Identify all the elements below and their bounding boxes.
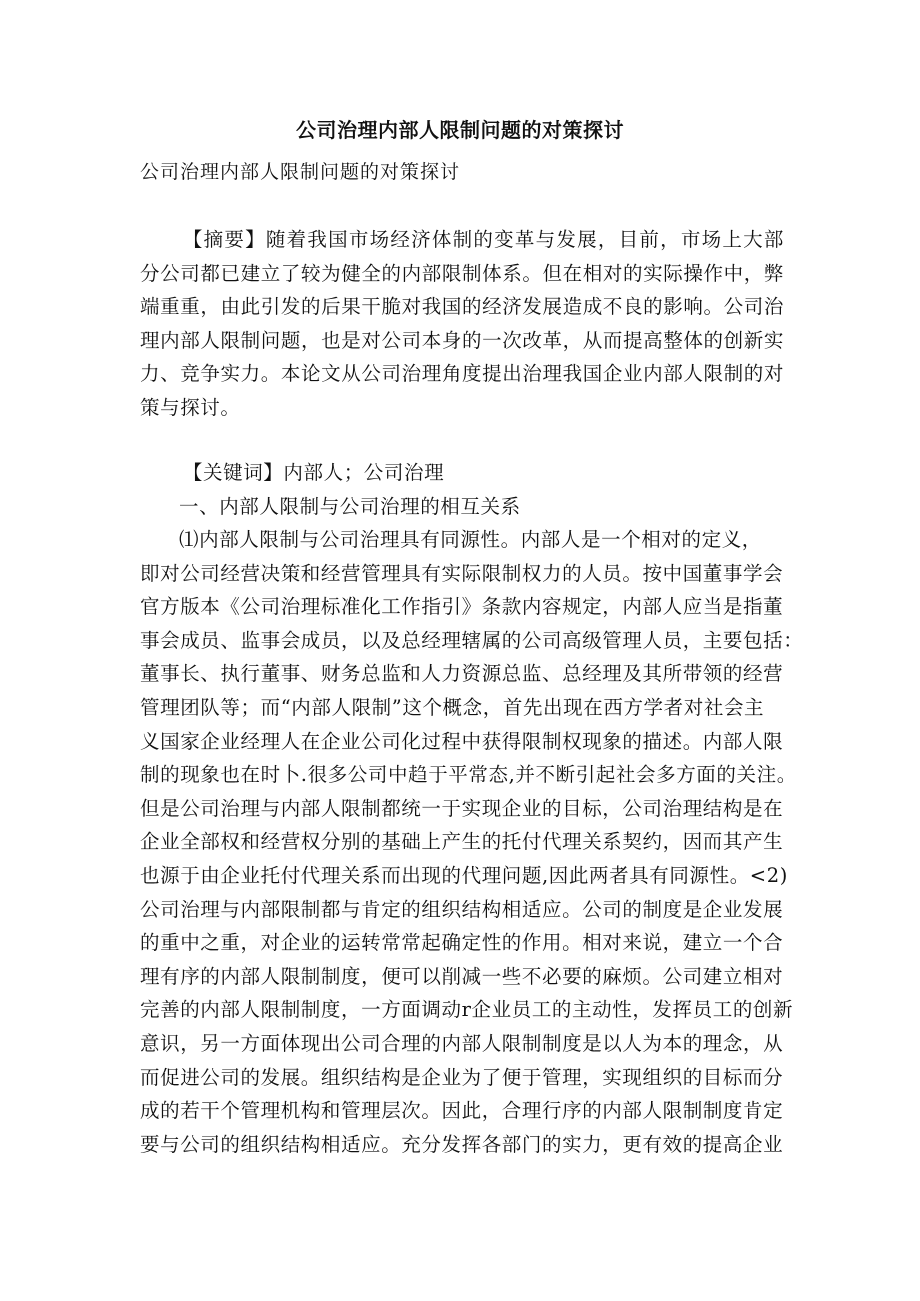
body-line: 董事长、执行董事、财务总监和人力资源总监、总经理及其所带领的经营 bbox=[140, 662, 784, 686]
body-line: 公司治理与内部限制都与肯定的组织结构相适应。公司的制度是企业发展 bbox=[140, 897, 784, 921]
body-line: 企业全部权和经营权分别的基础上产生的托付代理关系契约，因而其产生 bbox=[140, 830, 784, 854]
document-subtitle: 公司治理内部人限制问题的对策探讨 bbox=[140, 161, 461, 183]
body-line: 管理团队等；而“内部人限制”这个概念，首先出现在西方学者对社会主 bbox=[140, 695, 765, 719]
keywords-line: 【关键词】内部人；公司治理 bbox=[182, 461, 445, 484]
body-line: ⑴内部人限制与公司治理具有同源性。内部人是一个相对的定义， bbox=[179, 528, 762, 551]
body-line: 理有序的内部人限制制度，便可以削减一些不必要的麻烦。公司建立相对 bbox=[140, 964, 784, 988]
body-line: 制的现象也在时卜.很多公司中趋于平常态,并不断引起社会多方面的关注。 bbox=[140, 763, 797, 787]
body-line: 也源于由企业托付代理关系而出现的代理问题,因此两者具有同源性。<2) bbox=[140, 863, 788, 887]
document-title: 公司治理内部人限制问题的对策探讨 bbox=[296, 118, 624, 142]
abstract-paragraph: 【摘要】随着我国市场经济体制的变革与发展，目前，市场上大部分公司都已建立了较为健全的内部限制体系。但在相对的实际操作中，弊端重重，由此引发的后果干脆对我国的经济发展造成不良的影响。公司治理内部人限制问题，也是对公司本身的一次改革，从而提高整体的创新实力、竞争实力。本论文从公司治理角度提出治理我国企业内部人限制的对策与探讨。 bbox=[140, 228, 784, 419]
body-line: 官方版本《公司治理标准化工作指引》条款内容规定，内部人应当是指董 bbox=[140, 595, 784, 619]
body-line: 即对公司经营决策和经营管理具有实际限制权力的人员。按中国董事学会 bbox=[140, 561, 784, 585]
body-line: 事会成员、监事会成员，以及总经理辖属的公司高级管理人员，主要包括： bbox=[140, 628, 804, 652]
body-line: 要与公司的组织结构相适应。充分发挥各部门的实力，更有效的提高企业 bbox=[140, 1132, 784, 1156]
body-line: 而促进公司的发展。组织结构是企业为了便于管理，实现组织的目标而分 bbox=[140, 1065, 784, 1089]
body-line: 义国家企业经理人在企业公司化过程中获得限制权现象的描述。内部人限 bbox=[140, 729, 784, 753]
body-line: 的重中之重，对企业的运转常常起确定性的作用。相对来说，建立一个合 bbox=[140, 931, 784, 955]
body-line: 意识，另一方面体现出公司合理的内部人限制制度是以人为本的理念，从 bbox=[140, 1031, 784, 1055]
body-paragraph bbox=[140, 523, 804, 1161]
section-heading: 一、内部人限制与公司治理的相互关系 bbox=[179, 495, 521, 518]
body-line: 但是公司治理与内部人限制都统一于实现企业的目标，公司治理结构是在 bbox=[140, 796, 784, 820]
body-line: 成的若干个管理机构和管理层次。因此，合理行序的内部人限制制度肯定 bbox=[140, 1099, 784, 1123]
body-line: 完善的内部人限制制度，一方面调动r企业员工的主动性，发挥员工的创新 bbox=[140, 998, 794, 1022]
